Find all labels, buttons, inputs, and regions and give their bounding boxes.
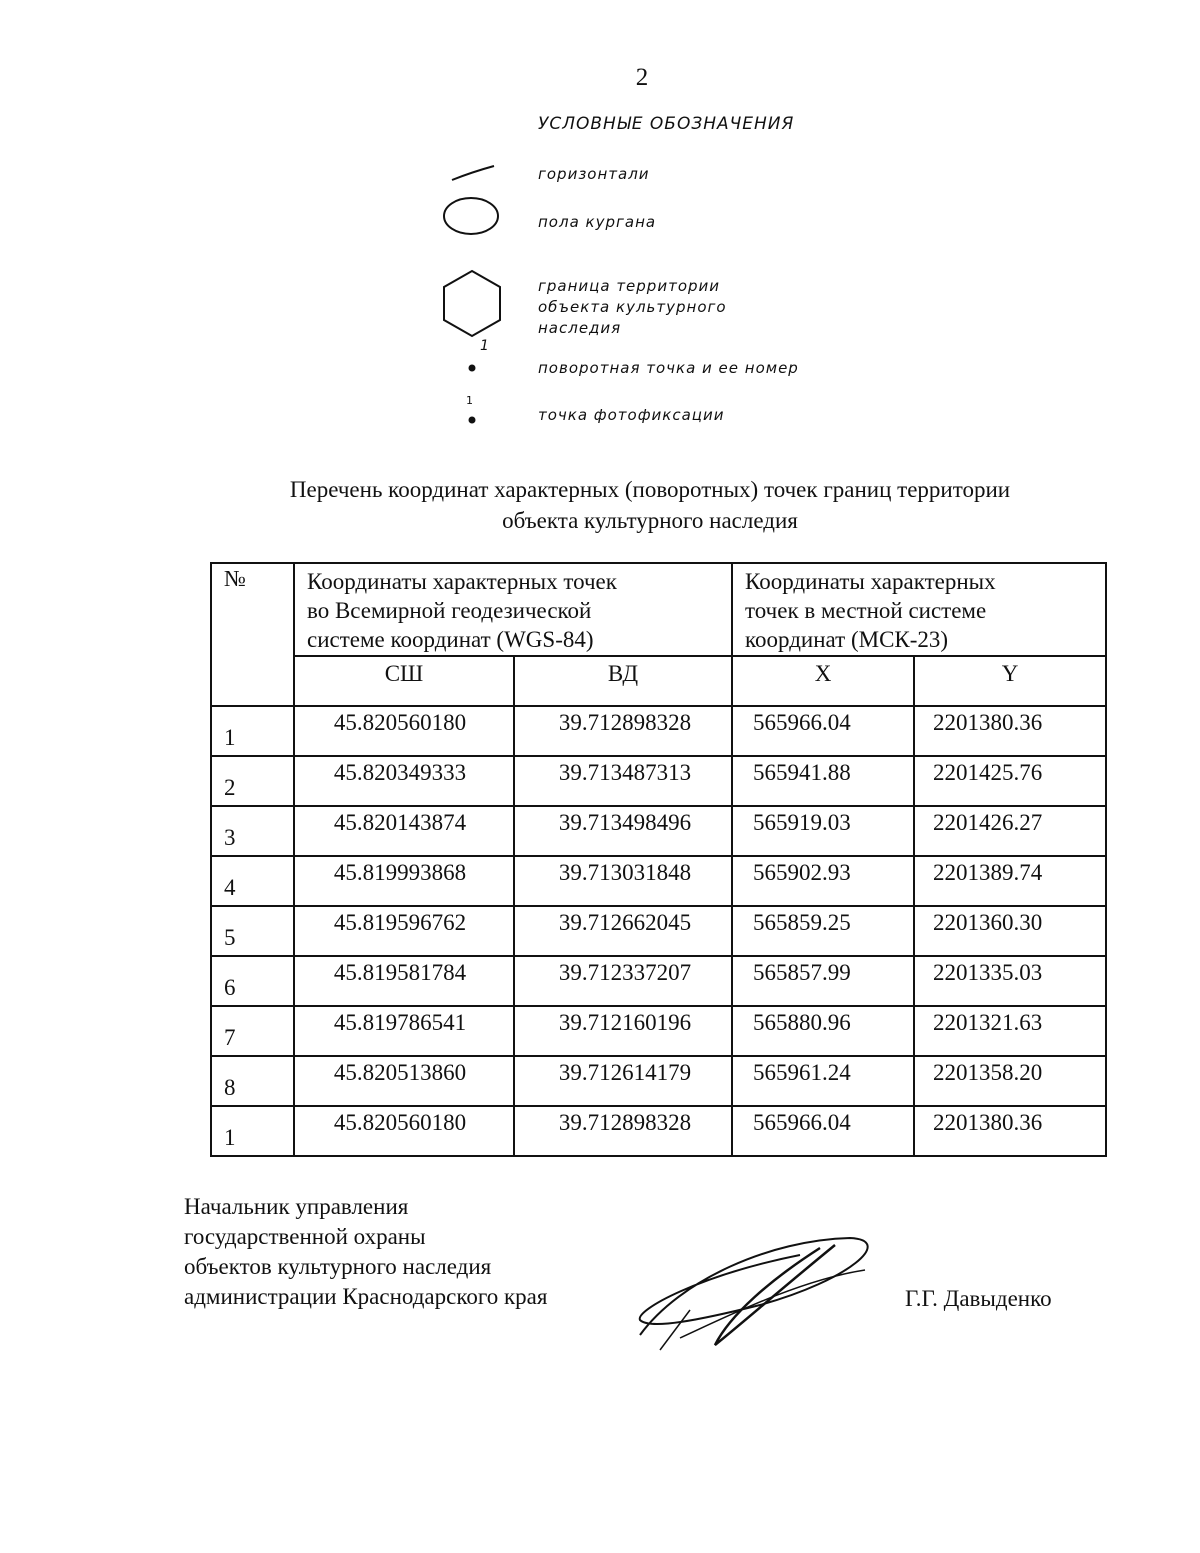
longitude-cell: 39.713031848	[514, 856, 732, 906]
x-coordinate-cell: 565941.88	[732, 756, 914, 806]
heading-line-1: Перечень координат характерных (поворотных) точек границ территории	[289, 477, 1011, 502]
photo-point-number: 1	[466, 394, 473, 407]
latitude-cell: 45.820349333	[294, 756, 514, 806]
handwritten-signature-icon	[620, 1220, 880, 1360]
y-coordinate-cell: 2201425.76	[914, 756, 1106, 806]
signer-name: Г.Г. Давыденко	[905, 1286, 1052, 1311]
y-header: Y	[914, 656, 1106, 706]
table-subheader-row	[211, 656, 1106, 706]
legend-title: УСЛОВНЫЕ ОБОЗНАЧЕНИЯ	[538, 114, 795, 134]
num-header: №	[211, 563, 294, 706]
table-row	[211, 1106, 1106, 1156]
x-header: X	[732, 656, 914, 706]
longitude-cell: 39.713498496	[514, 806, 732, 856]
table-row	[211, 756, 1106, 806]
point-number-cell: 5	[211, 906, 294, 956]
x-coordinate-cell: 565966.04	[732, 1106, 914, 1156]
point-number-cell: 2	[211, 756, 294, 806]
table-row	[211, 1006, 1106, 1056]
hexagon-boundary-icon	[440, 268, 504, 340]
table-row	[211, 856, 1106, 906]
y-coordinate-cell: 2201389.74	[914, 856, 1106, 906]
turning-point-icon	[466, 362, 478, 374]
x-coordinate-cell: 565857.99	[732, 956, 914, 1006]
legend-label-mound: пола кургана	[538, 213, 657, 231]
point-number-cell: 3	[211, 806, 294, 856]
legend-label-boundary: граница территории объекта культурного наследия	[538, 277, 727, 337]
y-coordinate-cell: 2201335.03	[914, 956, 1106, 1006]
x-coordinate-cell: 565966.04	[732, 706, 914, 756]
point-number-cell: 7	[211, 1006, 294, 1056]
point-number-cell: 6	[211, 956, 294, 1006]
longitude-cell: 39.712898328	[514, 706, 732, 756]
signer-title: Начальник управления государственной охраны объектов культурного наследия администрации Краснодарского края	[184, 1194, 548, 1309]
table-row	[211, 906, 1106, 956]
table-row	[211, 956, 1106, 1006]
latitude-cell: 45.819596762	[294, 906, 514, 956]
contour-line-icon	[450, 163, 496, 183]
latitude-cell: 45.819993868	[294, 856, 514, 906]
legend-label-turning-point: поворотная точка и ее номер	[538, 359, 799, 377]
x-coordinate-cell: 565859.25	[732, 906, 914, 956]
latitude-cell: 45.819786541	[294, 1006, 514, 1056]
latitude-cell: 45.820560180	[294, 1106, 514, 1156]
legend-label-contours: горизонтали	[538, 165, 650, 183]
y-coordinate-cell: 2201426.27	[914, 806, 1106, 856]
legend-label-photo-point: точка фотофиксации	[538, 406, 725, 424]
longitude-cell: 39.712898328	[514, 1106, 732, 1156]
longitude-cell: 39.712160196	[514, 1006, 732, 1056]
lat-header: СШ	[294, 656, 514, 706]
y-coordinate-cell: 2201380.36	[914, 706, 1106, 756]
x-coordinate-cell: 565880.96	[732, 1006, 914, 1056]
latitude-cell: 45.819581784	[294, 956, 514, 1006]
table-header-row	[211, 563, 1106, 656]
point-number-cell: 8	[211, 1056, 294, 1106]
longitude-cell: 39.712337207	[514, 956, 732, 1006]
photo-point-icon	[466, 414, 478, 426]
longitude-cell: 39.712614179	[514, 1056, 732, 1106]
lon-header: ВД	[514, 656, 732, 706]
point-number-cell: 1	[211, 1106, 294, 1156]
y-coordinate-cell: 2201360.30	[914, 906, 1106, 956]
point-number-cell: 4	[211, 856, 294, 906]
coordinates-heading	[150, 474, 1150, 536]
latitude-cell: 45.820143874	[294, 806, 514, 856]
y-coordinate-cell: 2201358.20	[914, 1056, 1106, 1106]
x-coordinate-cell: 565961.24	[732, 1056, 914, 1106]
x-coordinate-cell: 565902.93	[732, 856, 914, 906]
longitude-cell: 39.713487313	[514, 756, 732, 806]
y-coordinate-cell: 2201380.36	[914, 1106, 1106, 1156]
wgs-header: Координаты характерных точек во Всемирной геодезической системе координат (WGS-84)	[294, 563, 732, 656]
table-row	[211, 806, 1106, 856]
coordinates-table	[210, 562, 1107, 1157]
turning-point-number: 1	[480, 338, 489, 354]
page-number: 2	[635, 64, 649, 91]
longitude-cell: 39.712662045	[514, 906, 732, 956]
heading-line-2: объекта культурного наследия	[502, 508, 798, 533]
table-row	[211, 1056, 1106, 1106]
latitude-cell: 45.820560180	[294, 706, 514, 756]
point-number-cell: 1	[211, 706, 294, 756]
table-row	[211, 706, 1106, 756]
y-coordinate-cell: 2201321.63	[914, 1006, 1106, 1056]
msk-header: Координаты характерных точек в местной системе координат (МСК-23)	[732, 563, 1106, 656]
latitude-cell: 45.820513860	[294, 1056, 514, 1106]
x-coordinate-cell: 565919.03	[732, 806, 914, 856]
mound-outline-icon	[441, 194, 501, 238]
